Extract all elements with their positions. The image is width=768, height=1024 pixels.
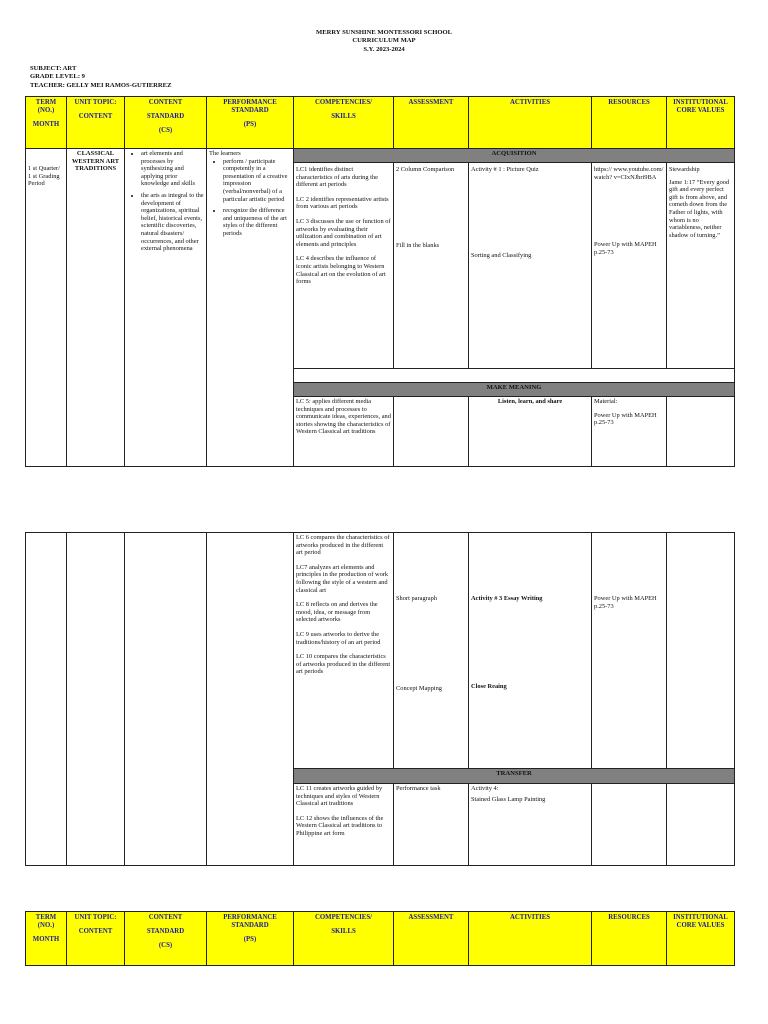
acquisition-competencies-cell <box>294 163 394 369</box>
header-competencies: COMPETENCIES/ SKILLS <box>294 97 394 149</box>
header-row <box>26 912 735 966</box>
continuation-resources-cell: Power Up with MAPEH p.25-73 <box>592 533 667 769</box>
curriculum-table-2 <box>25 532 735 866</box>
make-meaning-resources-cell: Material: Power Up with MAPEH p.25-73 <box>592 397 667 467</box>
acquisition-resources-cell: https:// www.youtube.com/ watch? v=CIxNJhri9BA Power Up with MAPEH p.25-73 <box>592 163 667 369</box>
competency-item: LC 6 compares the characteristics of artworks produced in the different art period <box>296 534 390 557</box>
teacher-line: TEACHER: GELLY MEI RAMOS-GUTIERREZ <box>30 81 172 89</box>
header-term: TERM (NO.) MONTH <box>26 912 67 966</box>
header-content-standard: CONTENT STANDARD (CS) <box>125 912 207 966</box>
document-title: CURRICULUM MAP <box>352 37 416 45</box>
content-bullet: • the arts as integral to the development of organizations, spiritual belief, historical events, scientific discoveries, natural disasters/ occurrences, and other external phenomena <box>141 192 204 253</box>
school-name: MERRY SUNSHINE MONTESSORI SCHOOL <box>315 29 452 36</box>
header-unit: UNIT TOPIC: CONTENT <box>67 912 125 966</box>
performance-bullet: • perform / participate competently in a presentation of a creative impression (verbal/nonverbal) of a particular artistic period <box>223 158 291 204</box>
competency-item: LC 3 discusses the use or function of artworks by evaluating their utilization and combination of art elements and principles <box>296 217 391 248</box>
acquisition-bar-row <box>26 149 735 163</box>
phase-acquisition: ACQUISITION <box>294 149 735 163</box>
term-cell: 1 st Quarter/ 1 st Grading Period <box>26 149 67 467</box>
performance-standard-cell: The learners • perform / participate competently in a presentation of a creative impression (verbal/nonverbal) of a particular artistic period • recognize the difference and uniqueness of the art styles of the different periods <box>207 149 294 467</box>
phase-transfer: TRANSFER <box>294 769 735 784</box>
competency-item: LC 8 reflects on and derives the mood, idea, or message from selected artworks <box>296 601 378 624</box>
header-row <box>26 97 735 149</box>
header-unit: UNIT TOPIC: CONTENT <box>67 97 125 149</box>
header-content-standard: CONTENT STANDARD (CS) <box>125 97 207 149</box>
school-year: S.Y. 2023-2024 <box>363 45 405 53</box>
content-standard-cell <box>125 149 207 467</box>
transfer-assessment-cell: Performance task <box>394 784 469 866</box>
continuation-activities-cell: Activity # 3 Essay Writing Close Reaing <box>469 533 592 769</box>
competency-item: LC 11 creates artworks guided by techniques and styles of Western Classical art traditions <box>296 785 383 808</box>
acquisition-activities-cell: Activity # 1 : Picture Quiz Sorting and Classifying <box>469 163 592 369</box>
acquisition-assessment-cell: 2 Column Comparison Fill in the blanks <box>394 163 469 369</box>
header-assessment: ASSESSMENT <box>394 97 469 149</box>
competency-item: LC7 analyzes art elements and principles in the production of work following the style of a western and classical art <box>296 563 389 594</box>
transfer-activities-cell: Activity 4: Stained Glass Lamp Painting <box>469 784 592 866</box>
header-core-values: INSTITUTIONAL CORE VALUES <box>667 97 735 149</box>
curriculum-table-1 <box>25 96 735 467</box>
curriculum-table-3 <box>25 911 735 966</box>
make-meaning-competencies-cell <box>294 533 394 769</box>
unit-topic-cell: CLASSICAL WESTERN ART TRADITIONS <box>67 149 125 467</box>
performance-bullet: • recognize the difference and uniqueness of the art styles of the different periods <box>223 207 291 237</box>
document-header <box>0 29 768 54</box>
header-core-values: INSTITUTIONAL CORE VALUES <box>667 912 735 966</box>
header-assessment: ASSESSMENT <box>394 912 469 966</box>
competency-item: LC 10 compares the characteristics of artworks produced in the different art periods <box>296 653 391 676</box>
header-performance-standard: PERFORMANCE STANDARD (PS) <box>207 912 294 966</box>
competency-item: LC1 identifies distinct characteristics of arts during the different art periods <box>296 166 378 189</box>
continuation-assessment-cell: Short paragraph Concept Mapping <box>394 533 469 769</box>
header-competencies: COMPETENCIES/ SKILLS <box>294 912 394 966</box>
phase-make-meaning: MAKE MEANING <box>294 383 735 397</box>
header-activities: ACTIVITIES <box>469 912 592 966</box>
document-meta <box>30 65 171 90</box>
continuation-row <box>26 533 735 769</box>
core-values-cell: Stewardship Jame 1:17 “Every good gift and every perfect gift is from above, and cometh down from the Father of lights, with whom is no variableness, neither shadow of turning.” <box>667 163 735 369</box>
make-meaning-competency-cell: LC 5: applies different media techniques and processes to communicate ideas, experiences, and stories showing the characteristics of Western Classical art traditions <box>294 397 394 467</box>
header-resources: RESOURCES <box>592 912 667 966</box>
competency-item: LC 2 identifies representative artists from various art periods <box>296 195 389 211</box>
competency-item: LC 9 uses artworks to derive the traditions/history of an art period <box>296 630 381 646</box>
header-term: TERM (NO.) MONTH <box>26 97 67 149</box>
content-bullet: • art elements and processes by synthesizing and applying prior knowledge and skills <box>141 150 204 188</box>
header-activities: ACTIVITIES <box>469 97 592 149</box>
grade-line: GRADE LEVEL: 9 <box>30 73 85 81</box>
make-meaning-activity-cell: Listen, learn, and share <box>469 397 592 467</box>
competency-item: LC 4 describes the influence of iconic artists belonging to Western Classical art on the evolution of art forms <box>296 255 386 286</box>
header-performance-standard: PERFORMANCE STANDARD (PS) <box>207 97 294 149</box>
competency-item: LC 12 shows the influences of the Western Classical art traditions to Philippine art form <box>296 814 384 837</box>
header-resources: RESOURCES <box>592 97 667 149</box>
subject-line: SUBJECT: ART <box>30 65 77 72</box>
transfer-competencies-cell <box>294 784 394 866</box>
